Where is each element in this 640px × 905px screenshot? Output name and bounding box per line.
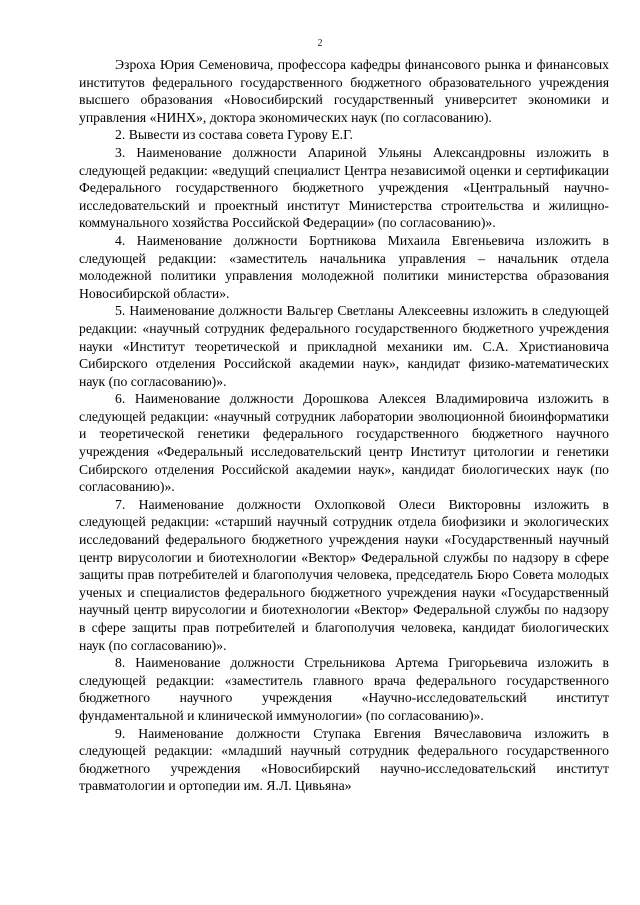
paragraph-2-remove-gurova: 2. Вывести из состава совета Гурову Е.Г. xyxy=(115,127,353,143)
paragraph-6-doroshkov: 6. Наименование должности Дорошкова Алексея Владимировича изложить в следующей редакции: «научный сотрудник лаборатории эволюционной биоинформатики и теоретической генетики федерального государственного бюджетного научного учреждения «Федеральный исследовательский центр Институт цитологии и генетики Сибирского отделения Российской академии наук», кандидат биологических наук (по согласованию)». xyxy=(79,391,609,495)
page-number: 2 xyxy=(317,38,323,49)
paragraph-9-stupak: 9. Наименование должности Ступака Евгения Вячеславовича изложить в следующей редакции: «младший научный сотрудник федерального государственного бюджетного учреждения «Новосибирский научно-исследовательский институт травматологии и ортопедии им. Я.Л. Цивьяна» xyxy=(79,725,609,794)
paragraph-3-aparina: 3. Наименование должности Апариной Ульяны Александровны изложить в следующей редакции: «ведущий специалист Центра независимой оценки и сертификации Федерального государственного бюджетного учреждения «Центральный научно-исследовательский и проектный институт Министерства строительства и жилищно-коммунального хозяйства Российской Федерации» (по согласованию)». xyxy=(79,144,609,231)
paragraph-7-okhlopkova: 7. Наименование должности Охлопковой Олеси Викторовны изложить в следующей редакции: «старший научный сотрудник отдела биофизики и экологических исследований федерального бюджетного учреждения науки «Государственный научный центр вирусологии и биотехнологии «Вектор» Федеральной службы по надзору в сфере защиты прав потребителей и благополучия человека, председатель Бюро Совета молодых ученых и специалистов федерального бюджетного учреждения науки «Государственный научный центр вирусологии и биотехнологии «Вектор» Федеральной службы по надзору в сфере защиты прав потребителей и благополучия человека, кандидат биологических наук (по согласованию)». xyxy=(79,496,609,653)
paragraph-ezrokha: Эзроха Юрия Семеновича, профессора кафедры финансового рынка и финансовых институтов федерального государственного бюджетного образовательного учреждения высшего образования «Новосибирский государственный университет экономики и управления «НИНХ», доктора экономических наук (по согласованию). xyxy=(79,57,609,125)
paragraph-5-valger: 5. Наименование должности Вальгер Светланы Алексеевны изложить в следующей редакции: «научный сотрудник федерального государственного бюджетного учреждения науки «Институт теоретической и прикладной механики им. С.А. Христиановича Сибирского отделения Российской академии наук», кандидат физико-математических наук (по согласованию)». xyxy=(79,303,609,389)
paragraph-8-strelnikov: 8. Наименование должности Стрельникова Артема Григорьевича изложить в следующей редакции: «заместитель главного врача федерального государственного бюджетного научного учреждения «Научно-исследовательский институт фундаментальной и клинической иммунологии» (по согласованию)». xyxy=(79,655,609,723)
paragraph-4-bortnikov: 4. Наименование должности Бортникова Михаила Евгеньевича изложить в следующей редакции: «заместитель начальника управления – начальник отдела молодежной политики управления молодежной политики министерства образования Новосибирской области». xyxy=(79,232,609,301)
document-body xyxy=(79,56,609,795)
